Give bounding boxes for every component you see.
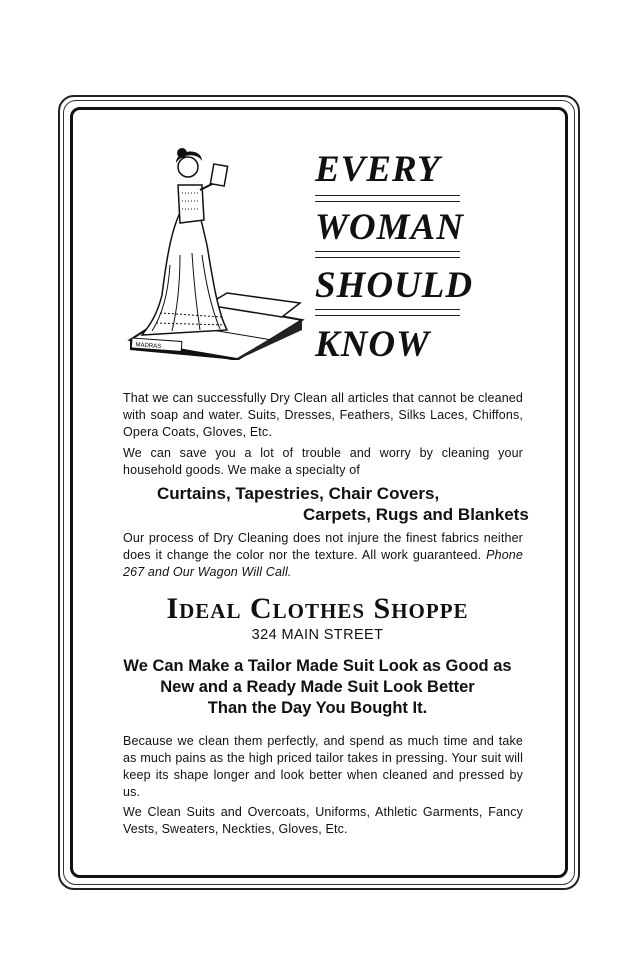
- intro-paragraph: That we can successfully Dry Clean all articles that cannot be cleaned with soap and water. Suits, Dresses, Feathers, Silks Laces, Chiffons, Opera Coats, Gloves, Etc.: [123, 391, 523, 439]
- phone-text: Phone 267 and Our Wagon Will Call.: [123, 548, 524, 579]
- tailor-line-2: New and a Ready Made Suit Look Better: [160, 678, 475, 696]
- headline-rule-2: [315, 251, 460, 258]
- process-paragraph: [123, 530, 523, 581]
- shop-name: Ideal Clothes Shoppe: [166, 592, 469, 625]
- because-paragraph: Because we clean them perfectly, and spend as much time and take as much pains as the high priced tailor takes in pressing. Your suit will keep its shape longer and look better when cleaned and pressed by us.: [123, 734, 523, 799]
- woman-illustration: [122, 145, 307, 360]
- specialty-line-1: Curtains, Tapestries, Chair Covers,: [157, 484, 440, 503]
- headline-rule-3: [315, 309, 460, 316]
- process-text: Our process of Dry Cleaning does not injure the finest fabrics neither does it change the color nor the texture. All work guaranteed.: [123, 531, 523, 562]
- headline-every: EVERY: [315, 149, 441, 190]
- box-label: MADRAS: [135, 342, 162, 351]
- specialty-line-2: Carpets, Rugs and Blankets: [303, 505, 529, 524]
- shop-address: 324 MAIN STREET: [251, 627, 384, 643]
- headline-rule-1: [315, 195, 460, 202]
- tailor-line-3: Than the Day You Bought It.: [207, 699, 428, 717]
- household-paragraph: We can save you a lot of trouble and worry by cleaning your household goods. We make a specialty of: [123, 446, 523, 477]
- headline-should: SHOULD: [315, 265, 474, 306]
- clean-list-paragraph: We Clean Suits and Overcoats, Uniforms, Athletic Garments, Fancy Vests, Sweaters, Neckties, Gloves, Etc.: [123, 805, 523, 836]
- tailor-line-1: We Can Make a Tailor Made Suit Look as Good as: [123, 657, 512, 675]
- headline-woman: WOMAN: [315, 207, 464, 248]
- headline-know: KNOW: [315, 324, 431, 365]
